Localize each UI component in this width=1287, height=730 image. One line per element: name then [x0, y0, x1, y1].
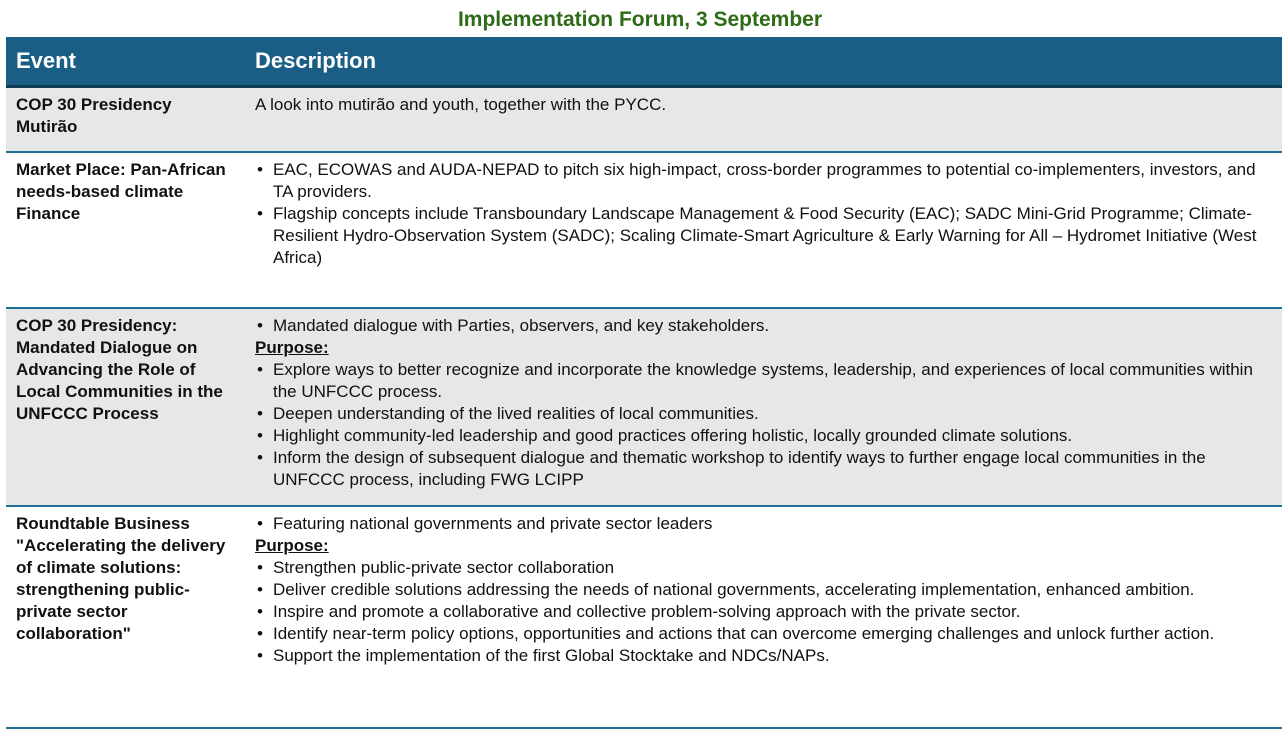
bullet-list — [255, 159, 1272, 269]
column-header-description: Description — [246, 37, 1282, 87]
table-row — [6, 308, 1282, 506]
list-item: • Identify near-term policy options, opportunities and actions that can overcome emerging challenges and unlock further action. — [255, 623, 1272, 645]
list-item: • Explore ways to better recognize and incorporate the knowledge systems, leadership, and experiences of local communities within the UNFCCC process. — [255, 359, 1272, 403]
intro-list — [255, 513, 1272, 535]
event-cell: COP 30 Presidency Mutirão — [6, 87, 246, 153]
list-item: • EAC, ECOWAS and AUDA-NEPAD to pitch six high-impact, cross-border programmes to potential co-implementers, investors, and TA providers. — [255, 159, 1272, 203]
list-item: • Flagship concepts include Transboundary Landscape Management & Food Security (EAC); SADC Mini-Grid Programme; Climate-Resilient Hydro-Observation System (SADC); Scaling Climate-Smart Agriculture & Early Warning for All – Hydromet Initiative (West Africa) — [255, 203, 1272, 269]
page-title: Implementation Forum, 3 September — [457, 8, 823, 31]
event-cell: Roundtable Business "Accelerating the delivery of climate solutions: strengthening public-private sector collaboration" — [6, 506, 246, 728]
list-item: • Strengthen public-private sector collaboration — [255, 557, 1272, 579]
list-item: • Deepen understanding of the lived realities of local communities. — [255, 403, 1272, 425]
bullet-list — [255, 557, 1272, 667]
description-cell — [246, 506, 1282, 728]
event-cell: Market Place: Pan-African needs-based climate Finance — [6, 152, 246, 308]
list-item: • Highlight community-led leadership and good practices offering holistic, locally grounded climate solutions. — [255, 425, 1272, 447]
event-cell: COP 30 Presidency: Mandated Dialogue on Advancing the Role of Local Communities in the UNFCCC Process — [6, 308, 246, 506]
description-text: A look into mutirão and youth, together with the PYCC. — [255, 95, 667, 114]
list-item: • Support the implementation of the first Global Stocktake and NDCs/NAPs. — [255, 645, 1272, 667]
table-row — [6, 152, 1282, 308]
table-header-row — [6, 37, 1282, 87]
list-item: • Deliver credible solutions addressing the needs of national governments, accelerating implementation, enhanced ambition. — [255, 579, 1272, 601]
list-item: • Mandated dialogue with Parties, observers, and key stakeholders. — [255, 315, 1272, 337]
table-row — [6, 506, 1282, 728]
list-item: • Inspire and promote a collaborative and collective problem-solving approach with the private sector. — [255, 601, 1272, 623]
intro-list — [255, 315, 1272, 337]
agenda-table — [6, 37, 1282, 729]
description-cell — [246, 87, 1282, 153]
list-item: • Featuring national governments and private sector leaders — [255, 513, 1272, 535]
list-item: • Inform the design of subsequent dialogue and thematic workshop to identify ways to further engage local communities in the UNFCCC process, including FWG LCIPP — [255, 447, 1272, 491]
table-row — [6, 87, 1282, 153]
purpose-label: Purpose: — [255, 536, 329, 555]
column-header-event: Event — [6, 37, 246, 87]
description-cell — [246, 308, 1282, 506]
bullet-list — [255, 359, 1272, 491]
description-cell — [246, 152, 1282, 308]
purpose-label: Purpose: — [255, 338, 329, 357]
